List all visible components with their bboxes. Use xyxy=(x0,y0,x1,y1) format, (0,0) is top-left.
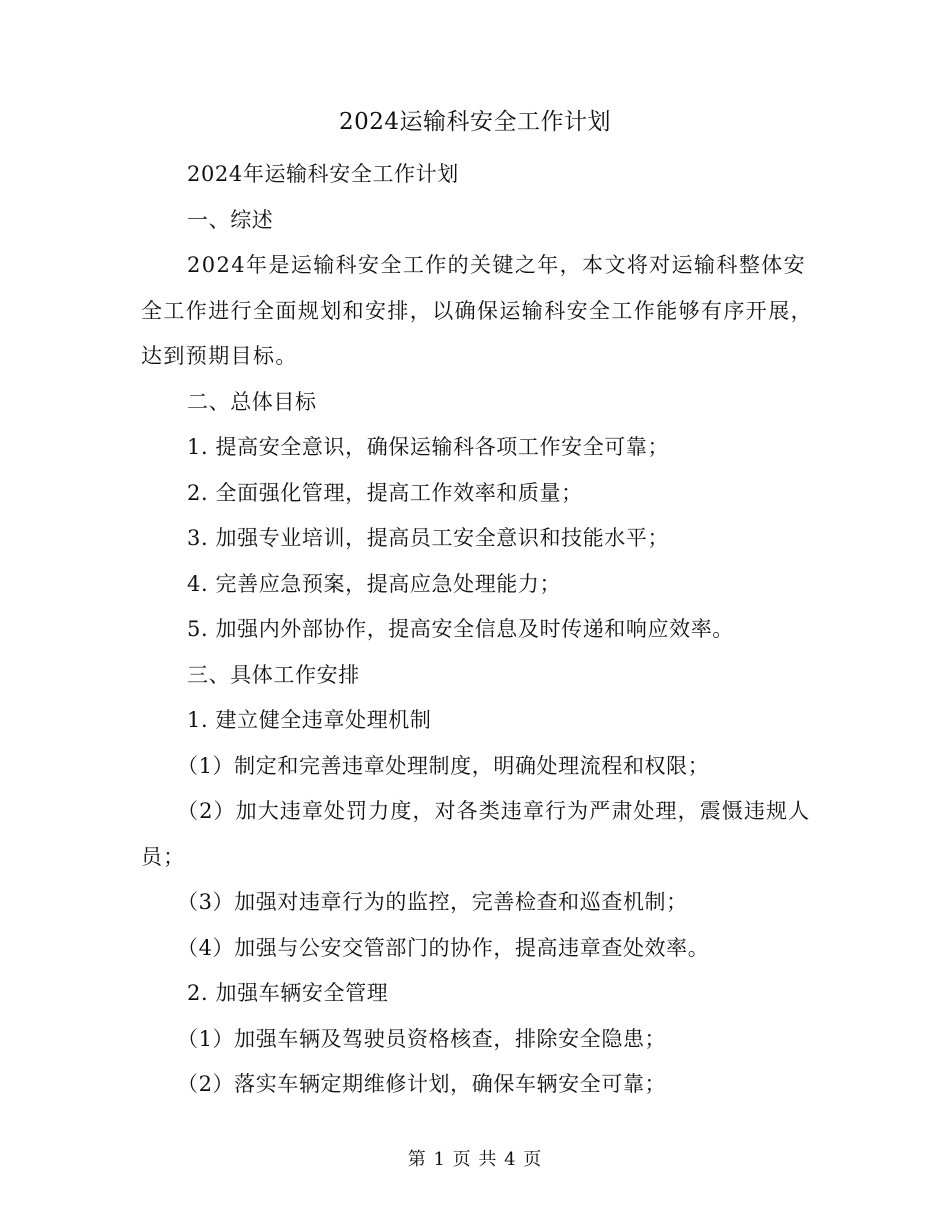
page-footer: 第 1 页 共 4 页 xyxy=(407,1149,543,1170)
list-item-goal-2: 2. 全面强化管理，提高工作效率和质量； xyxy=(187,480,583,505)
list-subitem-2-1: （1）加强车辆及驾驶员资格核查，排除安全隐患； xyxy=(177,1026,667,1051)
section-heading-goals: 二、总体目标 xyxy=(187,389,317,414)
list-subitem-2-2: （2）落实车辆定期维修计划，确保车辆安全可靠； xyxy=(177,1072,667,1096)
list-item-goal-3: 3. 加强专业培训，提高员工安全意识和技能水平； xyxy=(187,526,670,550)
section-heading-overview: 一、综述 xyxy=(187,207,274,232)
list-item-arrangement-1: 1. 建立健全违章处理机制 xyxy=(187,708,432,732)
list-item-arrangement-2: 2. 加强车辆安全管理 xyxy=(187,981,389,1005)
list-subitem-1-3: （3）加强对违章行为的监控，完善检查和巡查机制； xyxy=(177,890,688,914)
paragraph-subtitle: 2024年运输科安全工作计划 xyxy=(187,162,459,186)
list-subitem-1-2: （2）加大违章处罚力度，对各类违章行为严肃处理，震慑违规人员； xyxy=(141,799,811,869)
list-subitem-1-1: （1）制定和完善违章处理制度，明确处理流程和权限； xyxy=(177,753,710,778)
list-item-goal-1: 1. 提高安全意识，确保运输科各项工作安全可靠； xyxy=(187,435,670,459)
document-body xyxy=(141,152,813,1108)
paragraph-overview: 2024年是运输科安全工作的关键之年，本文将对运输科整体安全工作进行全面规划和安排，以确保运输科安全工作能够有序开展，达到预期目标。 xyxy=(141,253,813,368)
document-title: 2024运输科安全工作计划 xyxy=(338,109,612,135)
list-item-goal-4: 4. 完善应急预案，提高应急处理能力； xyxy=(187,571,562,596)
list-subitem-1-4: （4）加强与公安交管部门的协作，提高违章查处效率。 xyxy=(177,935,710,960)
section-heading-arrangements: 三、具体工作安排 xyxy=(187,662,360,687)
list-item-goal-5: 5. 加强内外部协作，提高安全信息及时传递和响应效率。 xyxy=(187,617,734,641)
